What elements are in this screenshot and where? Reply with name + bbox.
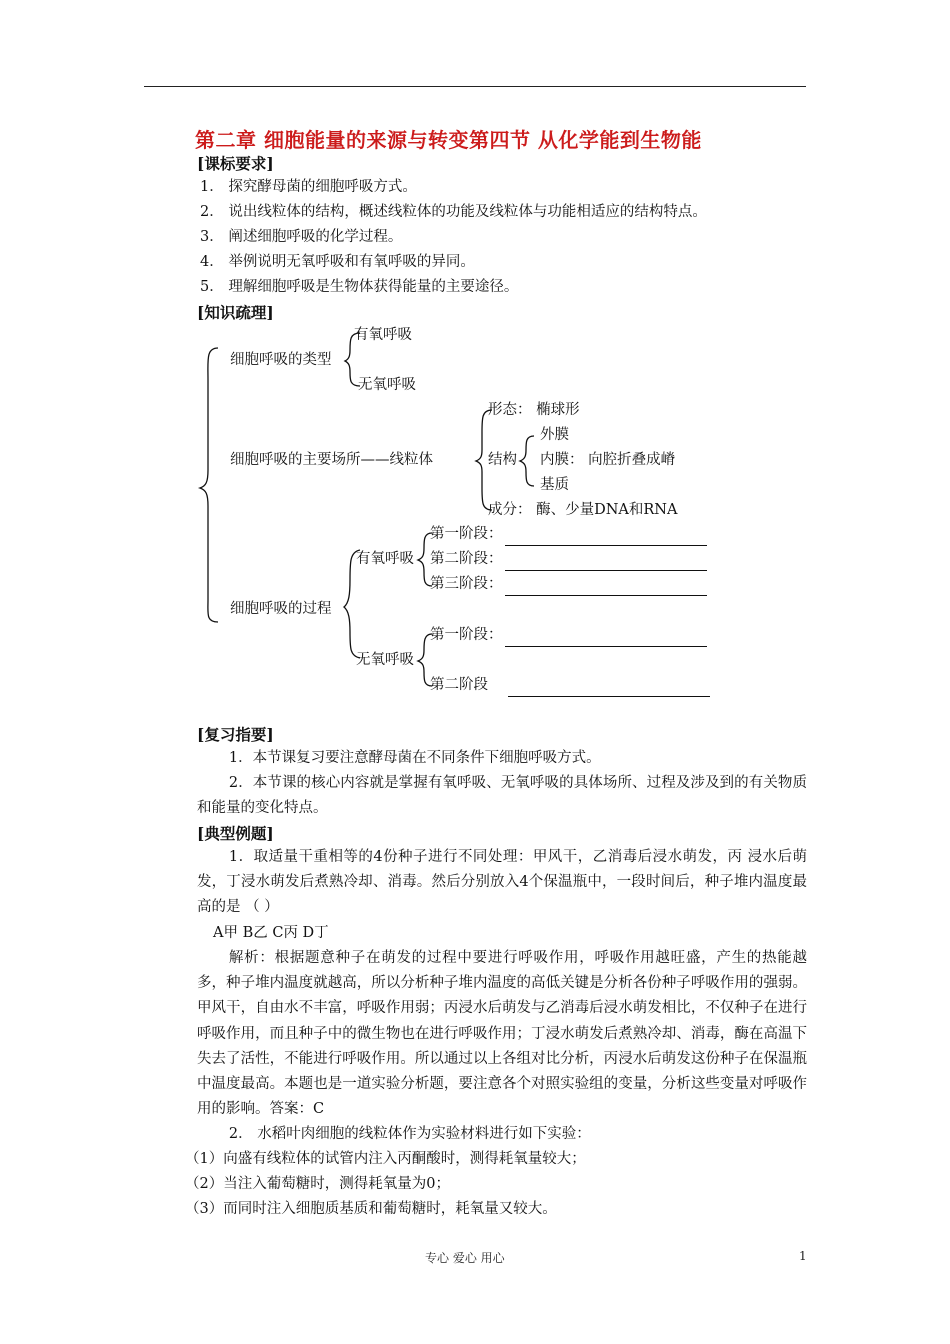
aerobic-stage-label: 第一阶段：	[430, 522, 707, 546]
matrix: 基质	[540, 477, 569, 493]
inner-membrane: 内膜： 向腔折叠成嵴	[540, 452, 676, 468]
question-2: 2． 水稻叶肉细胞的线粒体作为实验材料进行如下实验：	[228, 1126, 591, 1142]
mitochondria-composition: 成分： 酶、少量DNA和RNA	[488, 502, 678, 518]
examples-heading: [典型例题]	[197, 824, 274, 843]
requirement-item: 1． 探究酵母菌的细胞呼吸方式。	[200, 179, 417, 195]
outer-membrane: 外膜	[540, 427, 569, 443]
review-point: 2．本节课的核心内容就是掌握有氧呼吸、无氧呼吸的具体场所、过程及涉及到的有关物质和能量的变化特点。	[197, 775, 807, 817]
page-title: 第二章 细胞能量的来源与转变第四节 从化学能到生物能	[195, 128, 702, 152]
process-aerobic-label: 有氧呼吸	[356, 551, 414, 567]
question-2-item: （1）向盛有线粒体的试管内注入丙酮酸时，测得耗氧量较大；	[185, 1151, 586, 1167]
knowledge-heading: [知识疏理]	[197, 303, 274, 322]
review-heading: [复习指要]	[197, 725, 274, 744]
respiration-site-label: 细胞呼吸的主要场所——线粒体	[230, 452, 433, 468]
question-1-analysis: 解析：根据题意种子在萌发的过程中要进行呼吸作用，呼吸作用越旺盛，产生的热能越多，种子堆内温度就越高，所以分析种子堆内温度的高低关键是分析各份种子呼吸作用的强弱。甲风干，自由水不丰富，呼吸作用弱；丙浸水后萌发与乙消毒后浸水萌发相比，不仅种子在进行呼吸作用，而且种子中的微生物也在进行呼吸作用；丁浸水萌发后煮熟冷却、消毒，酶在高温下失去了活性，不能进行呼吸作用。所以通过以上各组对比分析，丙浸水后萌发这份种子在保温瓶中温度最高。本题也是一道实验分析题，要注意各个对照实验组的变量，分析这些变量对呼吸作用的影响。答案：C	[197, 950, 807, 1118]
page-number: 1	[799, 1249, 807, 1263]
requirement-item: 2． 说出线粒体的结构，概述线粒体的功能及线粒体与功能相适应的结构特点。	[200, 204, 707, 220]
question-2-item: （2）当注入葡萄糖时，测得耗氧量为0；	[185, 1176, 450, 1192]
question-2-item: （3）而同时注入细胞质基质和葡萄糖时，耗氧量又较大。	[185, 1201, 557, 1217]
anaerobic-type-label: 无氧呼吸	[358, 377, 416, 393]
aerobic-type-label: 有氧呼吸	[354, 327, 412, 343]
structure-label: 结构	[488, 452, 517, 468]
aerobic-stage-label: 第二阶段：	[430, 547, 707, 571]
anaerobic-stage-label: 第一阶段：	[430, 623, 707, 647]
respiration-types-label: 细胞呼吸的类型	[230, 352, 332, 368]
requirements-heading: [课标要求]	[197, 154, 274, 173]
fill-blank[interactable]	[505, 629, 707, 647]
fill-blank[interactable]	[505, 528, 707, 546]
review-point: 1．本节课复习要注意酵母菌在不同条件下细胞呼吸方式。	[228, 750, 601, 766]
anaerobic-stage-label: 第二阶段	[430, 673, 710, 697]
requirement-item: 5． 理解细胞呼吸是生物体获得能量的主要途径。	[200, 279, 519, 295]
respiration-process-label: 细胞呼吸的过程	[230, 601, 332, 617]
question-1-options: A甲 B乙 C丙 D丁	[213, 925, 329, 941]
aerobic-stage-label: 第三阶段：	[430, 572, 707, 596]
fill-blank[interactable]	[505, 553, 707, 571]
process-anaerobic-label: 无氧呼吸	[356, 652, 414, 668]
footer-motto: 专心 爱心 用心	[425, 1251, 505, 1265]
fill-blank[interactable]	[508, 679, 710, 697]
requirement-item: 4． 举例说明无氧呼吸和有氧呼吸的异同。	[200, 254, 475, 270]
fill-blank[interactable]	[505, 578, 707, 596]
structure-brace	[520, 436, 534, 486]
requirement-item: 3． 阐述细胞呼吸的化学过程。	[200, 229, 403, 245]
main-brace	[200, 348, 218, 622]
mitochondria-shape: 形态： 椭球形	[488, 402, 580, 418]
question-1: 1．取适量干重相等的4份种子进行不同处理：甲风干，乙消毒后浸水萌发，丙 浸水后萌发，丁浸水萌发后煮熟冷却、消毒。然后分别放入4个保温瓶中，一段时间后，种子堆内温度最高的是 （ ）	[197, 849, 807, 916]
